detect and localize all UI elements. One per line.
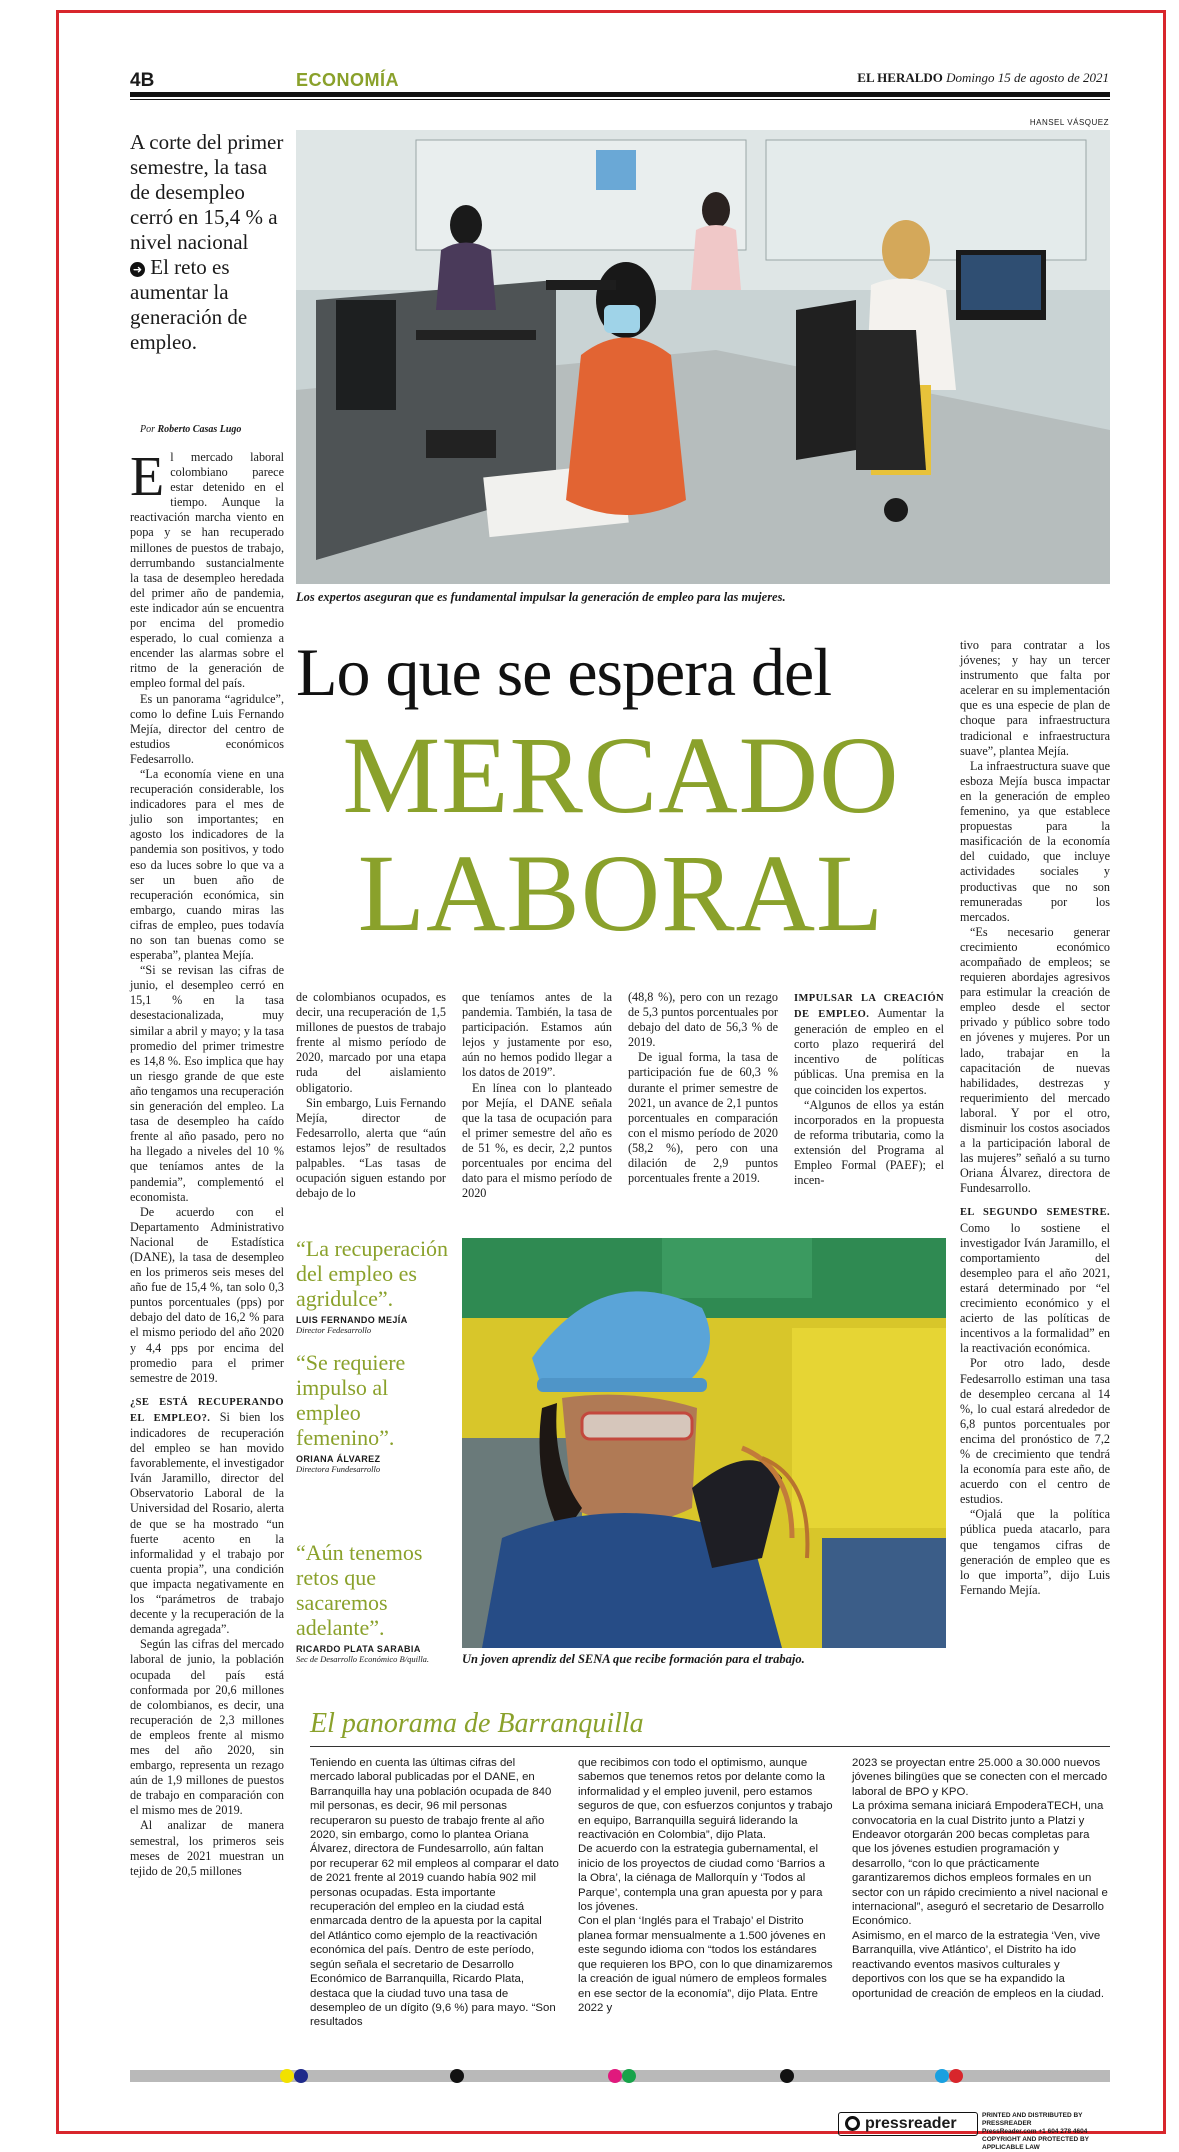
registration-dot [935,2069,949,2083]
registration-dot [280,2069,294,2083]
quote-text: “Se requiere impulso al empleo femenino”. [296,1350,406,1450]
dropcap: E [130,446,165,508]
article-column-5: IMPULSAR LA CREACIÓN DE EMPLEO. Aumentar la generación de empleo en el corto plazo requerirá del incentivo de políticas públicas. Una premisa en la que coinciden los expertos. “Algunos de ellos ya están incorporados en la propuesta de reforma tributaria, como la extensión del Programa al Empleo Formal (PAEF); el incen- [794,993,945,1188]
quote-role: Sec de Desarrollo Económico B/quilla. [296,1654,430,1664]
pull-quote-2 [296,1350,456,1474]
quote-name: LUIS FERNANDO MEJÍA [296,1315,408,1325]
header-rule [130,92,1110,97]
registration-dot [608,2069,622,2083]
pull-quote-1 [296,1236,456,1335]
quote-text: “Aún tenemos retos que sacaremos adelante”. [296,1540,423,1640]
photo2-caption: Un joven aprendiz del SENA que recibe formación para el trabajo. [462,1652,805,1666]
article-column-2: de colombianos ocupados, es decir, una recuperación de 1,5 millones de puestos de trabajo frente al mismo período de 2020, marcado por una etapa ruda del aislamiento obligatorio. Sin embargo, Luis Fernando Mejía, director de Fedesarrollo, alerta que “aún estamos lejos” de resultados palpables. “Las tasas de ocupación siguen estando por debajo de lo [296,990,446,1201]
headline-line1: Lo que se espera del [296,634,832,710]
deck [130,130,290,355]
deck-bullet: El reto es aumentar la generación de empleo. [130,255,248,354]
quote-text: “La recuperación del empleo es agridulce”. [296,1236,449,1311]
article-column-3: que teníamos antes de la pandemia. También, la tasa de participación. Estamos aún lejos y justamente por eso, aún no hemos podido llegar a los datos de 2019”. En línea con lo planteado por Mejía, el DANE señala que la tasa de ocupación para el primer semestre del año es de 51 %, es decir, 2,2 puntos porcentuales por encima del dato para el mismo período de 2020 [462,990,612,1201]
article-column-4: (48,8 %), pero con un rezago de 5,3 puntos porcentuales por debajo del dato de 56,3 % de 2019. De igual forma, la tasa de participación fue de 60,3 % durante el primer semestre de 2021, un avance de 2,1 puntos porcentuales en comparación con el mismo período de 2020 (58,2 %), pero con una dilación de 2,9 puntos porcentuales frente a 2019. [628,990,778,1186]
pressreader-logo[interactable]: pressreader [838,2112,978,2136]
deck-text: A corte del primer semestre, la tasa de desempleo cerró en 15,4 % a nivel nacional [130,130,284,254]
office-workers-photo [296,130,1110,584]
section-label: ECONOMÍA [296,70,399,90]
pressreader-icon [845,2116,860,2131]
author-name: Roberto Casas Lugo [157,424,242,435]
article-column-1: El mercado laboral colombiano parece estar detenido en el tiempo. Aunque la reactivación marcha viento en popa y se han recuperado millones de puestos de trabajo, derrumbando sustancialmente la tasa de desempleo heredada del primer año de pandemia, este indicador aún se encuentra por encima del promedio esperado, lo cual comienza a encender las alarmas sobre el ritmo de la generación de empleo formal del país. Es un panorama “agridulce”, como lo define Luis Fernando Mejía, director del centro de estudios económicos Fedesarrollo. “La economía viene en una recuperación considerable, los indicadores para el mes de julio son importantes; en agosto los indicadores de la pandemia son positivos, y todo eso da luces sobre lo que va a ser un buen año de recuperación económica, sin embargo, cuando miras las cifras de empleo, pues todavía no son tan buenas como se esperaba”, planteа Mejía. “Si se revisan las cifras de junio, el desempleo cerró en 15,1 % en la tasa desestacionalizada, muy similar a abril y mayo; y la tasa promedio del primer trimestre es 14,8 %. Eso implica que hay un riesgo grande de que este año tengamos una recuperación sin generación del empleo. La tasa de desempleo ha caído frente al año pasado, pero no ha llegado a niveles del 10 % que teníamos antes de la pandemia”, complementó el economista. De acuerdo con el Departamento Administrativo Nacional de Estadística (DANE), la tasa de desempleo en los primeros seis meses del año fue de 15,4 %, tan solo 0,3 puntos porcentuales (pps) por debajo del dato de 16,2 % para el mismo periodo del año 2020 y 4,4 pps por encima del promedio para el primer semestre de 2019. ¿SE ESTÁ RECUPERANDO EL EMPLEO?. Si bien los indicadores de recuperación del empleo se han movido favorablemente, el investigador Iván Jaramillo, director del Observatorio Laboral de la Universidad del Rosario, alerta de que se ha mostrado “un fuerte acento en la informalidad y el trabajo por cuenta propia”, una condición que impacta negativamente en los “parámetros de trabajo decente y la recuperación de la demanda agregada”. Según las cifras del mercado laboral de junio, la población ocupada del país está conformada por 20,6 millones de colombianos, es decir, una recuperación de 2,3 millones de empleos frente al mismo mes del año 2020, sin embargo, representa un rezago aún de 1,9 millones de puestos de trabajo en comparación con el mismo mes de 2019. Al analizar de manera semestral, los primeros seis meses de 2021 muestran un tejido de 20,5 millones [130,446,285,1878]
sena-apprentice-photo [462,1238,946,1648]
headline-line3: LABORAL [357,832,885,954]
masthead [857,70,1109,86]
pull-quote-3 [296,1540,456,1664]
pressreader-notice: PRINTED AND DISTRIBUTED BY PRESSREADER PressReader.com +1 604 278 4604 COPYRIGHT AND PROTECTED BY APPLICABLE LAW [982,2112,1089,2151]
quote-name: RICARDO PLATA SARABIA [296,1644,421,1654]
registration-dot [780,2069,794,2083]
registration-dot [450,2069,464,2083]
byline: Por Roberto Casas Lugo [140,424,242,435]
header-rule-thin [130,99,1110,100]
box-rule [310,1746,1110,1747]
headline-mercado-laboral [296,716,946,952]
registration-dot [949,2069,963,2083]
arrow-bullet-icon: ➜ [130,262,145,277]
box-column-1: Teniendo en cuenta las últimas cifras del mercado laboral publicadas por el DANE, en Barranquilla hay una población ocupada de 840 mil personas, es decir, 96 mil personas recuperaron su puesto de trabajo frente al año 2020, sin embargo, como lo plantea Oriana Álvarez, directora de Fundesarrollo, aún faltan por recuperar 62 mil empleos al comparar el dato de 2021 frente al 2019 cuando había 902 mil personas ocupadas. Esta importante recuperación del empleo en la ciudad está enmarcada dentro de la apuesta por la capital del Atlántico como ejemplo de la reactivación económica del país. Dentro de este período, según señala el secretario de Desarrollo Económico de Barranquilla, Ricardo Plata, destaca que la ciudad tuvo una tasa de desempleo de un dígito (9,6 %) para mayo. “Son resultados [310,1757,559,2029]
issue-date: Domingo 15 de agosto de 2021 [946,70,1109,85]
quote-role: Director Fedesarrollo [296,1325,372,1335]
headline-line2: MERCADO [342,714,900,836]
article-column-6: tivo para contratar a los jóvenes; y hay un tercer instrumento que falta por acelerar en su implementación que es una especie de plan de choque para infraestructura tradicional e infraestructura suave”, plantea Mejía. La infraestructura suave que esboza Mejía busca impactar en la generación de empleo femenino, ya que establece propuestas para la masificación de la economía del cuidado, que incluye actividades sociales y productivas que no son remuneradas por los mercados. “Es necesario generar crecimiento económico acompañado de empleos; se requieren abordajes agresivos para estimular la creación de empleo desde el sector privado y público sobre todo en jóvenes y mujeres. Por un lado, trabajar en la capacitación de nuevas habilidades, destrezas y requerimiento del mercado laboral. Y por el otro, disminuir los costos asociados a la participación laboral de las mujeres” señaló a su turno Oriana Álvarez, directora de Fundesarrollo. EL SEGUNDO SEMESTRE. Como lo sostiene el investigador Iván Jaramillo, el comportamiento del desempleo para el año 2021, estará determinado por “el crecimiento económico y el acierto de las políticas de incentivos a la formalidad” en la reactivación económica. Por otro lado, desde Fedesarrollo estiman una tasa de desempleo cercana al 14 %, lo cual estará alrededor de 6,8 puntos porcentuales por encima del pronóstico de 7,2 % de crecimiento que tendrá la economía para este año, de acuerdo con el centro de estudios. “Ojalá que la política pública pueda atacarlo, para que tengamos cifras de generación de empleo que es lo que importa”, dijo Luis Fernando Mejía. [960,638,1110,1597]
registration-dot [294,2069,308,2083]
subhead-impulsar: IMPULSAR LA CREACIÓN DE EMPLEO. [794,993,944,1021]
quote-role: Directora Fundesarrollo [296,1464,381,1474]
box-column-2: que recibimos con todo el optimismo, aunque sabemos que tenemos retos por delante como la informalidad y el empleo juvenil, pero estamos seguros de que, con esfuerzos conjuntos y trabajo en equipo, Barranquilla seguirá liderando la reactivación en Colombia”, dijo Plata. De acuerdo con la estrategia gubernamental, el inicio de los proyectos de ciudad como ‘Barrios a la Obra’, la ciénaga de Mallorquín y ‘Todos al Parque’, contempla una gran apuesta por y para los jóvenes. Con el plan ‘Inglés para el Trabajo’ el Distrito planea formar mensualmente a 1.500 jóvenes en este segundo idioma con “todos los estándares que requieren los BPO, con lo que dinamizaremos la creación de igual número de empleos formales en ese sector de la economía”, dijo Plata. Entre 2022 y [578,1757,833,2014]
page-number: 4B [130,70,155,91]
registration-dot [622,2069,636,2083]
subhead-recuperando: ¿SE ESTÁ RECUPERANDO EL EMPLEO?. [130,1396,284,1424]
paper-name: EL HERALDO [857,70,943,85]
subhead-segundo-semestre: EL SEGUNDO SEMESTRE. [960,1207,1110,1219]
box-column-3: 2023 se proyectan entre 25.000 a 30.000 nuevos jóvenes bilingües que se conecten con el mercado laboral de BPO y KPO. La próxima semana iniciará EmpoderaTECH, una convocatoria en la cual Distrito junto a Platzi y Endeavor otorgarán 200 becas completas para que los jóvenes estudien programación y desarrollo, “con lo que prácticamente garantizaremos dichos empleos formales en un sector con un rápido crecimiento a nivel nacional e internacional”, aseguró el secretario de Desarrollo Económico. Asimismo, en el marco de la estrategia ‘Ven, vive Barranquilla, vive Atlántico’, el Distrito ha ido reactivando eventos masivos culturales y deportivos con los que se ha expandido la oportunidad de creación de empleos en la ciudad. [852,1757,1108,2000]
photo-credit: HANSEL VÁSQUEZ [1029,118,1109,127]
box-title: El panorama de Barranquilla [310,1708,644,1739]
photo1-caption: Los expertos aseguran que es fundamental impulsar la generación de empleo para las mujeres. [296,590,786,604]
quote-name: ORIANA ÁLVAREZ [296,1454,381,1464]
